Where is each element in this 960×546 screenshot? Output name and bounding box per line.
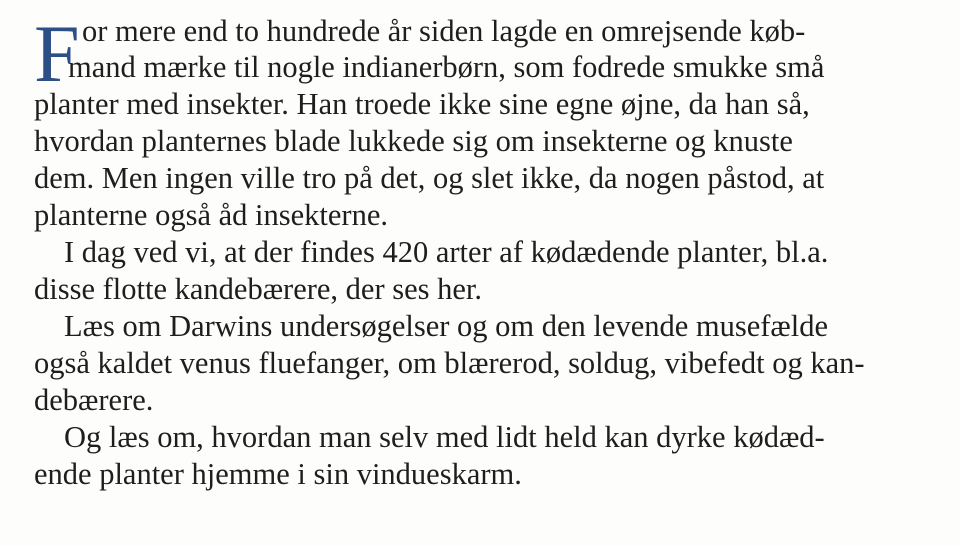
text-line: disse flotte kandebærere, der ses her.	[34, 272, 483, 306]
text-line: debærere.	[34, 383, 154, 417]
text-line: hvordan planternes blade lukkede sig om insekterne og knuste	[34, 124, 793, 158]
drop-cap-letter: F	[34, 8, 80, 99]
text-line: or mere end to hundrede år siden lagde en omrejsende køb-	[82, 14, 806, 48]
text-line: Og læs om, hvordan man selv med lidt held kan dyrke kødæd-	[64, 420, 825, 454]
text-line: I dag ved vi, at der findes 420 arter af kødædende planter, bl.a.	[64, 235, 829, 269]
text-line: Læs om Darwins undersøgelser og om den levende musefælde	[64, 309, 829, 343]
text-line: dem. Men ingen ville tro på det, og slet ikke, da nogen påstod, at	[34, 161, 825, 195]
article-text	[34, 8, 940, 538]
text-line: planterne også åd insekterne.	[34, 198, 388, 232]
text-line: ende planter hjemme i sin vindueskarm.	[34, 457, 522, 491]
text-line: mand mærke til nogle indianerbørn, som fodrede smukke små	[68, 50, 825, 84]
text-line: også kaldet venus fluefanger, om blærerod, soldug, vibefedt og kan-	[34, 346, 865, 380]
text-line: planter med insekter. Han troede ikke sine egne øjne, da han så,	[34, 87, 810, 121]
